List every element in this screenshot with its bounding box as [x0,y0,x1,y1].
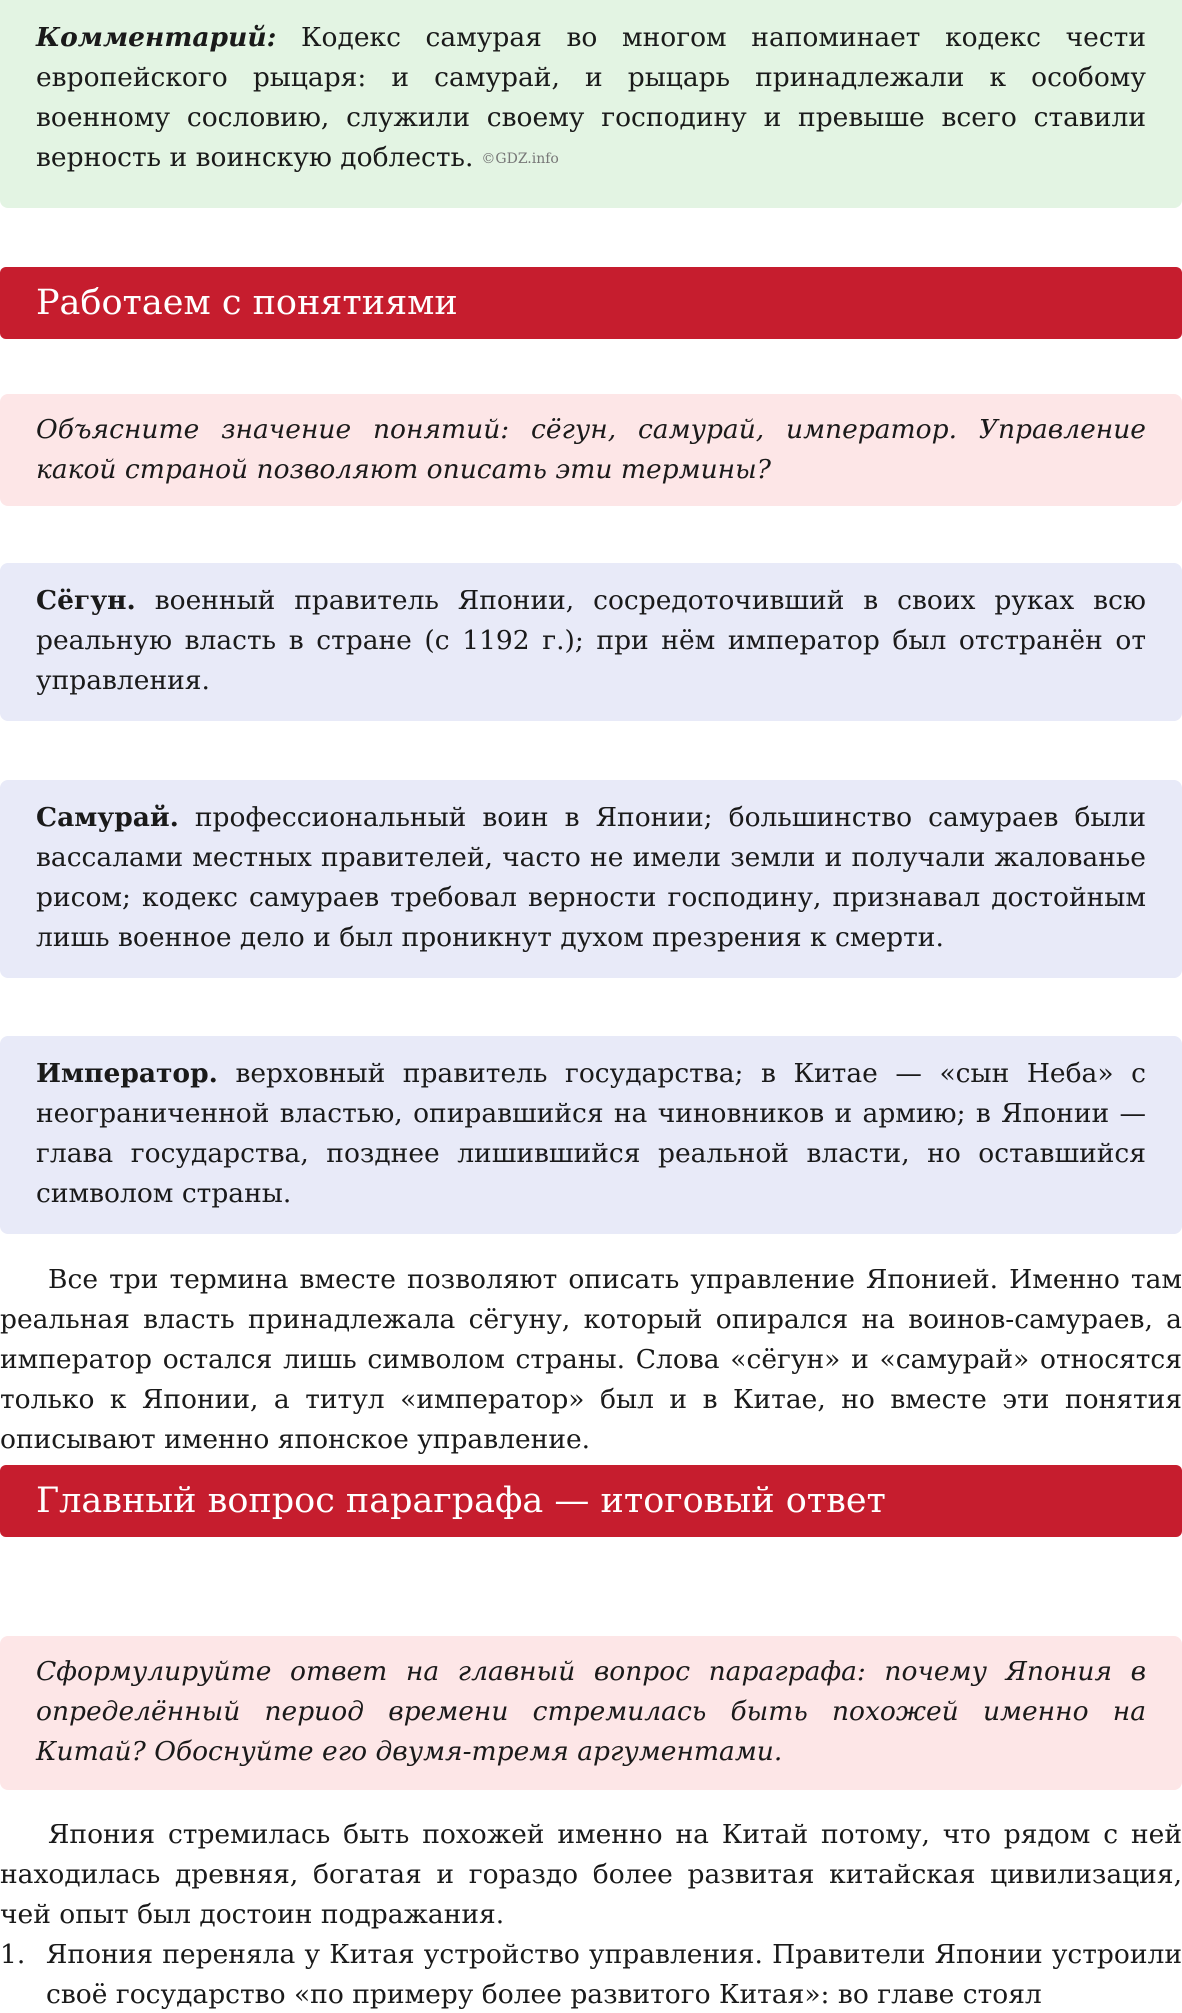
term-name: Сёгун. [36,585,136,616]
task-box-concepts [0,394,1182,506]
conclusion-block [0,1260,1182,1460]
term-paragraph [36,1054,1146,1214]
term-box-samurai [0,780,1182,978]
list-item [0,1935,1182,2013]
argument-list [0,1935,1182,2013]
list-text: Япония переняла у Китая устройство управления. Правители Японии устроили своё государство «по примеру более развитого Китая»: во главе стоял [46,1939,1182,2010]
section-title: Работаем с понятиями [36,283,458,323]
section-header-main-question [0,1465,1182,1537]
answer-paragraph: Япония стремилась быть похожей именно на Китай потому, что рядом с ней находилась древняя, богатая и гораздо более развитая китайская цивилизация, чей опыт был достоин подражания. [0,1819,1182,1930]
conclusion-paragraph: Все три термина вместе позволяют описать управление Японией. Именно там реальная власть принадлежала сёгуну, который опирался на воинов-самураев, а император остался лишь символом страны. Слова «сёгун» и «самурай» относятся только к Японии, а титул «император» был и в Китае, но вместе эти понятия описывают именно японское управление. [0,1264,1182,1455]
term-definition: военный правитель Японии, сосредоточивший в своих руках всю реальную власть в стране (с 1192 г.); при нём император был отстранён от управления. [36,585,1146,696]
term-box-emperor [0,1036,1182,1234]
term-box-shogun [0,563,1182,721]
task-box-main-question [0,1636,1182,1790]
task-text: Объясните значение понятий: сёгун, самурай, император. Управление какой страной позволяют описать эти термины? [36,414,1146,485]
answer-block [0,1815,1182,2013]
term-paragraph [36,581,1146,701]
comment-label: Комментарий: [36,22,277,53]
comment-box [0,0,1182,208]
term-definition: верховный правитель государства; в Китае — «сын Неба» с неограниченной властью, опиравшийся на чиновников и армию; в Японии — глава государства, позднее лишившийся реальной власти, но оставшийся символом страны. [36,1058,1146,1209]
task-text: Сформулируйте ответ на главный вопрос параграфа: почему Япония в определённый период времени стремилась быть похожей именно на Китай? Обоснуйте его двумя-тремя аргументами. [36,1656,1146,1767]
comment-text: Кодекс самурая во многом напоминает кодекс чести европейского рыцаря: и самурай, и рыцарь принадлежали к особому военному сословию, служили своему господину и превыше всего ставили верность и воинскую доблесть. [36,22,1146,173]
section-title: Главный вопрос параграфа — итоговый ответ [36,1481,886,1521]
gdz-stamp: ©GDZ.info [481,151,559,167]
section-header-concepts [0,267,1182,339]
list-number: 1. [0,1939,26,1970]
term-definition: профессиональный воин в Японии; большинство самураев были вассалами местных правителей, часто не имели земли и получали жалованье рисом; кодекс самураев требовал верности господину, признавал достойным лишь военное дело и был проникнут духом презрения к смерти. [36,802,1146,953]
term-paragraph [36,798,1146,958]
term-name: Император. [36,1058,218,1089]
comment-paragraph [36,18,1146,179]
term-name: Самурай. [36,802,179,833]
